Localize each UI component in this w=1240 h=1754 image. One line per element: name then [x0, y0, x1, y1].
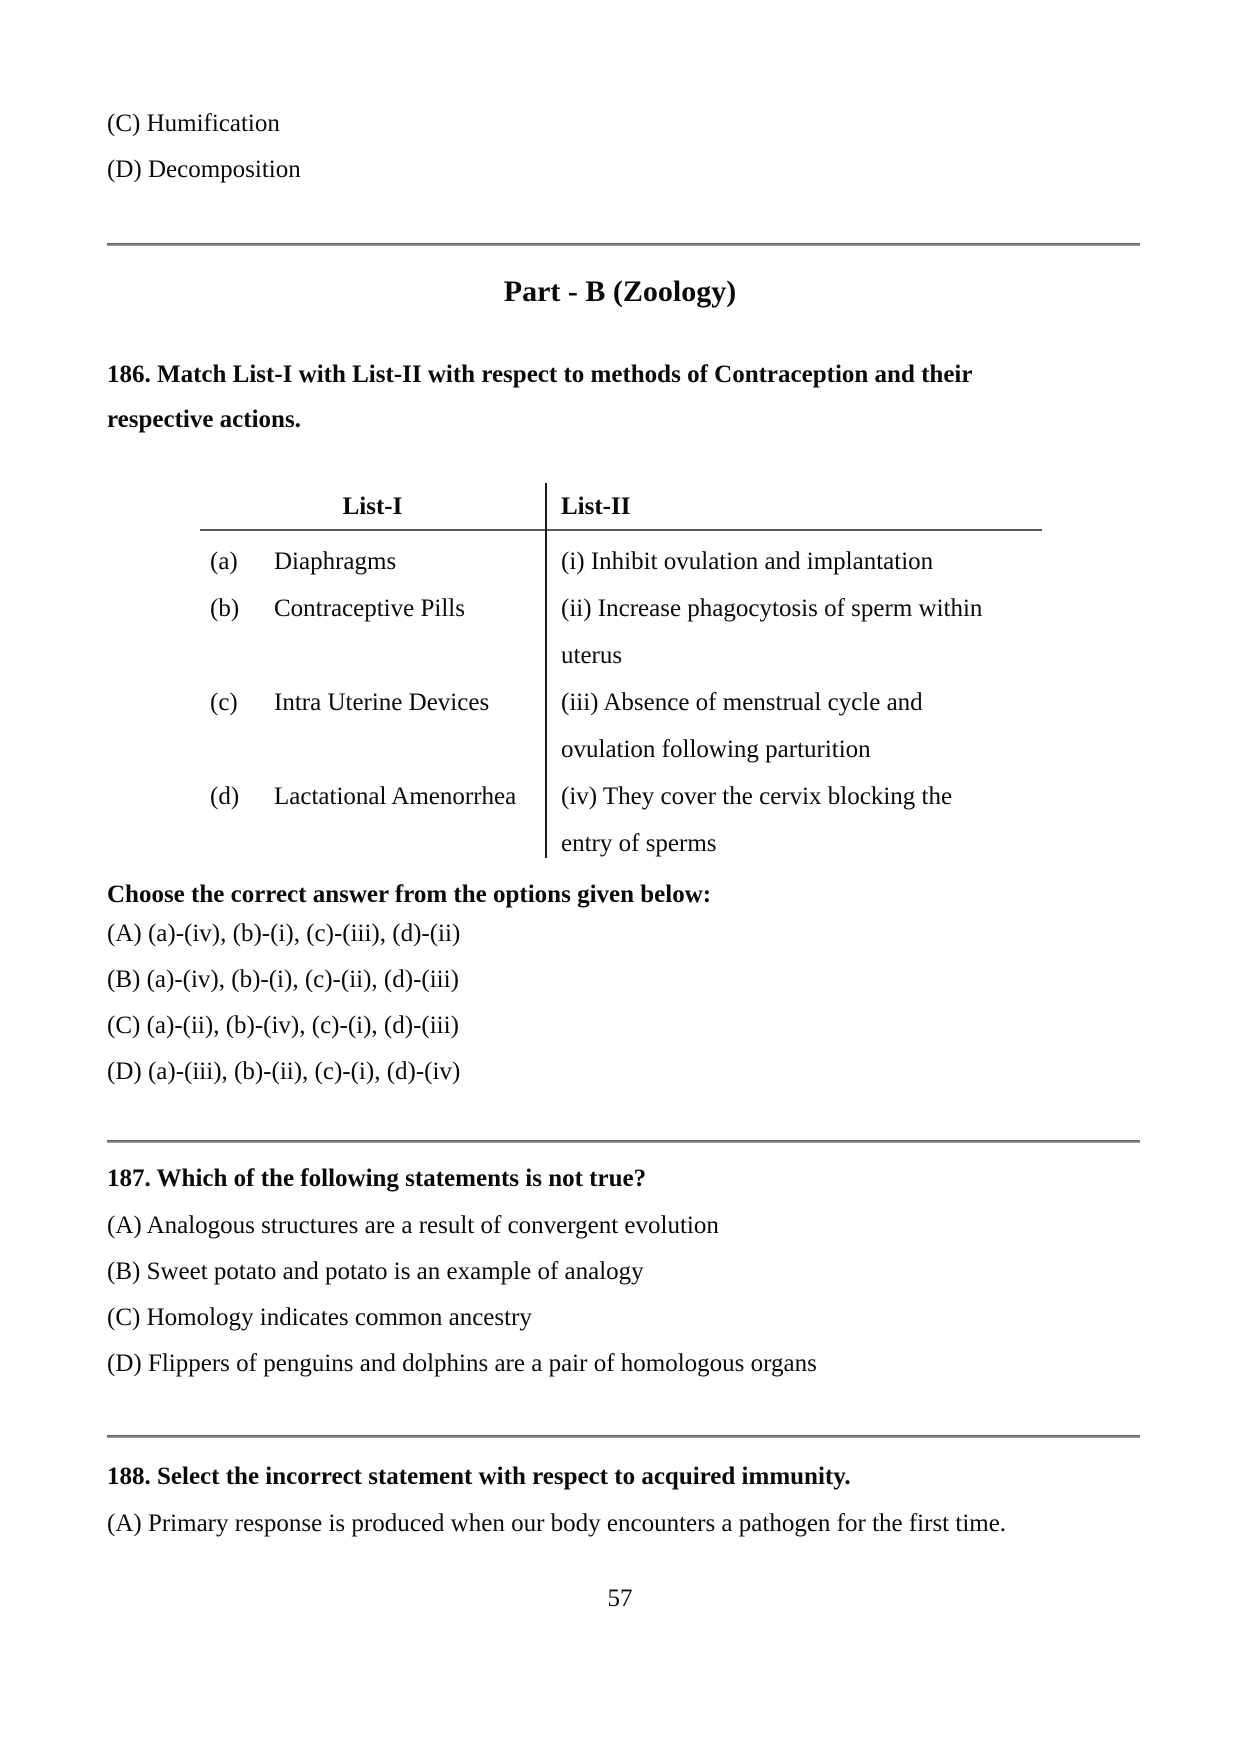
question-186-header-line2: respective actions. [107, 406, 301, 433]
match-table-header-row [200, 483, 1042, 531]
table-row [200, 679, 1042, 773]
question-divider [107, 1435, 1140, 1438]
option-line: (C) Humification [107, 110, 280, 137]
match-list-table [200, 483, 1042, 867]
choose-answer-prompt: Choose the correct answer from the options given below: [107, 881, 712, 908]
section-title: Part - B (Zoology) [503, 275, 737, 308]
row-item: Lactational Amenorrhea [274, 783, 517, 810]
row-action-line: (ii) Increase phagocytosis of sperm within [561, 595, 983, 622]
question-186-header [107, 352, 972, 442]
option-line: (A) Analogous structures are a result of convergent evolution [107, 1212, 719, 1239]
question-186-options [107, 911, 460, 1095]
table-row [200, 538, 1042, 585]
option-line: (B) (a)-(iv), (b)-(i), (c)-(ii), (d)-(iii) [107, 966, 459, 993]
row-action-line: uterus [561, 642, 623, 669]
question-188-options [107, 1501, 1006, 1547]
row-item: Diaphragms [274, 548, 397, 575]
option-line: (C) (a)-(ii), (b)-(iv), (c)-(i), (d)-(iii) [107, 1012, 459, 1039]
row-item: Intra Uterine Devices [274, 689, 490, 716]
option-line: (A) Primary response is produced when our body encounters a pathogen for the first time. [107, 1510, 1007, 1537]
question-divider [107, 1140, 1140, 1143]
row-item: Contraceptive Pills [274, 595, 465, 622]
row-key: (d) [210, 783, 240, 810]
row-key: (c) [210, 689, 238, 716]
list-2-column-header: List-II [561, 493, 631, 520]
list-1-column-header: List-I [342, 493, 403, 520]
option-line: (A) (a)-(iv), (b)-(i), (c)-(iii), (d)-(ii) [107, 920, 461, 947]
previous-question-options [107, 101, 301, 193]
match-table-body [200, 531, 1042, 867]
page-number: 57 [607, 1585, 633, 1612]
row-action-line: entry of sperms [561, 830, 717, 857]
option-line: (D) (a)-(iii), (b)-(ii), (c)-(i), (d)-(iv) [107, 1058, 461, 1085]
row-action-line: (iii) Absence of menstrual cycle and [561, 689, 923, 716]
question-187-options [107, 1203, 817, 1387]
question-188-header: 188. Select the incorrect statement with respect to acquired immunity. [107, 1463, 851, 1490]
option-line: (B) Sweet potato and potato is an example of analogy [107, 1258, 644, 1285]
row-action-line: (i) Inhibit ovulation and implantation [561, 548, 934, 575]
table-column-divider [545, 483, 547, 858]
table-row [200, 585, 1042, 679]
table-row [200, 773, 1042, 867]
option-line: (D) Decomposition [107, 156, 301, 183]
question-187-header: 187. Which of the following statements is not true? [107, 1165, 647, 1192]
option-line: (D) Flippers of penguins and dolphins are a pair of homologous organs [107, 1350, 817, 1377]
row-key: (a) [210, 548, 238, 575]
section-divider [107, 243, 1140, 246]
row-action-line: (iv) They cover the cervix blocking the [561, 783, 953, 810]
option-line: (C) Homology indicates common ancestry [107, 1304, 532, 1331]
question-186-header-line1: 186. Match List-I with List-II with respect to methods of Contraception and their [107, 361, 973, 388]
row-action-line: ovulation following parturition [561, 736, 871, 763]
row-key: (b) [210, 595, 240, 622]
